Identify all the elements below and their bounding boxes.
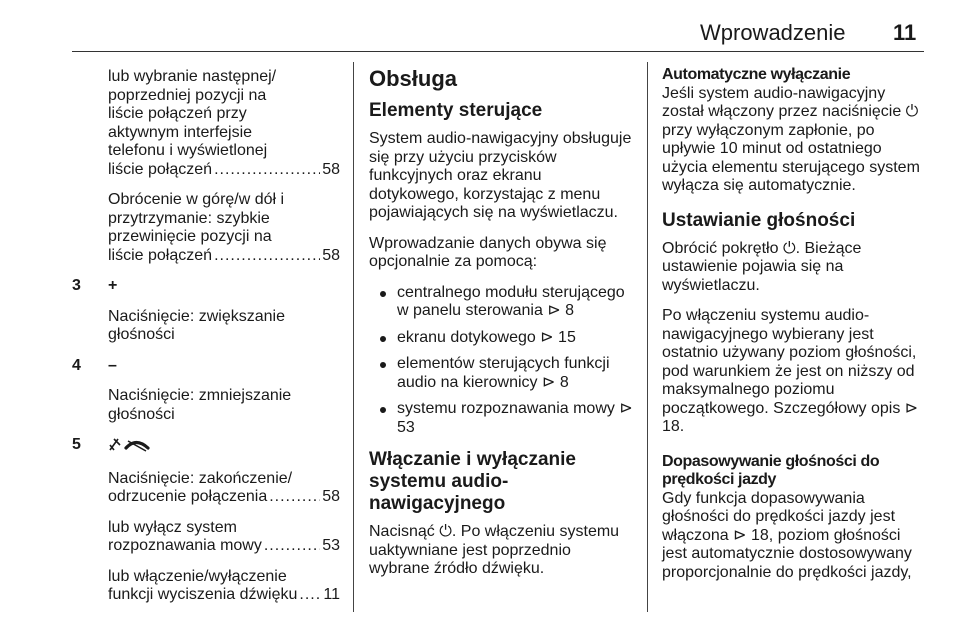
entry-line: przytrzymanie: szybkie (108, 209, 270, 227)
entry-line: telefonu i wyświetlonej (108, 142, 268, 159)
minor-heading: Automatyczne wyłączanie (662, 66, 851, 83)
reference-page: 53 (322, 537, 340, 554)
entry-line: poprzedniej pozycji na (108, 86, 267, 104)
header-rule (72, 51, 924, 52)
reference-text: liście połączeń (108, 246, 213, 264)
page-number: 11 (893, 20, 917, 45)
reference-text: odrzucenie połączenia (108, 488, 268, 505)
leader-dots (214, 161, 320, 180)
item-description: Naciśnięcie: zwiększanie głośności (108, 307, 285, 343)
page-reference[interactable] (108, 586, 340, 605)
minus-symbol: – (108, 356, 117, 374)
reference-text: funkcji wyciszenia dźwięku (108, 586, 298, 603)
minor-heading: Dopasowywanie głośności do prędkości jazdy (662, 452, 880, 488)
subsection-heading: Elementy sterujące (369, 100, 543, 121)
section-heading: Obsługa (369, 66, 458, 91)
column-divider-right (647, 62, 648, 612)
middle-column (369, 66, 635, 591)
reference-page: 58 (322, 488, 340, 505)
reference-text: liście połączeń (108, 160, 213, 178)
entry-line: liście połączeń przy (108, 105, 247, 122)
control-item-3 (72, 277, 340, 345)
left-column (72, 68, 340, 605)
paragraph: Jeśli system audio-nawigacyjny został włączony przez naciśnięcie ⏻ przy wyłączonym zapłonie, po upływie 10 minut od ostatniego użycia elementu sterującego system wyłącza się automatycznie. (662, 84, 920, 194)
paragraph: Nacisnąć ⏻. Po włączeniu systemu uaktywniane jest poprzednio wybrane źródło dźwięku. (369, 523, 620, 577)
leader-dots (264, 537, 320, 556)
entry-line: lub wybranie następnej/ (108, 68, 277, 85)
item-number: 4 (72, 356, 81, 374)
paragraph: Wprowadzanie danych obywa się opcjonalnie za pomocą: (369, 234, 607, 270)
item-description: lub włączenie/wyłączenie (108, 567, 287, 585)
reference-page: 58 (322, 246, 340, 264)
item-description: Naciśnięcie: zmniejszanie głośności (108, 387, 292, 423)
list-item: centralnego modułu sterującego w panelu sterowania ⊳ 8 (369, 284, 635, 321)
page-reference[interactable] (108, 488, 340, 507)
right-column (662, 66, 926, 594)
paragraph: Po włączeniu systemu audio-nawigacyjnego wybierany jest ostatnio używany poziom głośności, pod warunkiem że jest on niższy od maksymalnego poziomu początkowego. Szczegółowy opis ⊳ 18. (662, 307, 919, 435)
input-methods-list (369, 284, 635, 438)
entry-line: Obrócenie w górę/w dół i (108, 191, 285, 208)
entry-line: aktywnym interfejsie (108, 123, 253, 141)
item-description: lub wyłącz system (108, 518, 237, 536)
continued-entry (72, 68, 340, 265)
item-number: 3 (72, 277, 81, 294)
reference-page: 58 (322, 160, 340, 178)
list-item: systemu rozpoznawania mowy ⊳ 53 (369, 400, 635, 437)
list-item: elementów sterujących funkcji audio na kierownicy ⊳ 8 (369, 355, 635, 392)
plus-symbol: + (108, 277, 118, 294)
paragraph: System audio-nawigacyjny obsługuje się przy użyciu przycisków funkcyjnych oraz ekranu dotykowego, korzystając z menu pojawiających się na wyświetlaczu. (369, 130, 632, 221)
list-item: ekranu dotykowego ⊳ 15 (369, 329, 635, 348)
page-reference[interactable] (108, 247, 340, 266)
page-header-title: Wprowadzenie (700, 20, 846, 45)
page-reference[interactable] (108, 161, 340, 180)
item-description: Naciśnięcie: zakończenie/ (108, 469, 293, 487)
control-item-5 (72, 436, 340, 605)
reference-page: 11 (323, 586, 340, 603)
column-divider-left (353, 62, 354, 612)
reference-text: rozpoznawania mowy (108, 537, 262, 554)
entry-line: przewinięcie pozycji na (108, 228, 272, 245)
voice-hangup-icon (108, 436, 340, 458)
paragraph: Gdy funkcja dopasowywania głośności do prędkości jazdy jest włączona ⊳ 18, poziom głośności jest automatycznie dostosowywany proporcjonalnie do prędkości jazdy, (662, 489, 912, 581)
leader-dots (214, 247, 320, 266)
page-reference[interactable] (108, 537, 340, 556)
control-item-4 (72, 357, 340, 425)
subsection-heading: Ustawianie głośności (662, 209, 856, 231)
item-number: 5 (72, 436, 81, 453)
paragraph: Obrócić pokrętło ⏻. Bieżące ustawienie pojawia się na wyświetlaczu. (662, 239, 862, 294)
leader-dots (299, 586, 321, 605)
subsection-heading: Włączanie i wyłączanie systemu audio-nawigacyjnego (369, 449, 576, 514)
leader-dots (269, 488, 320, 507)
